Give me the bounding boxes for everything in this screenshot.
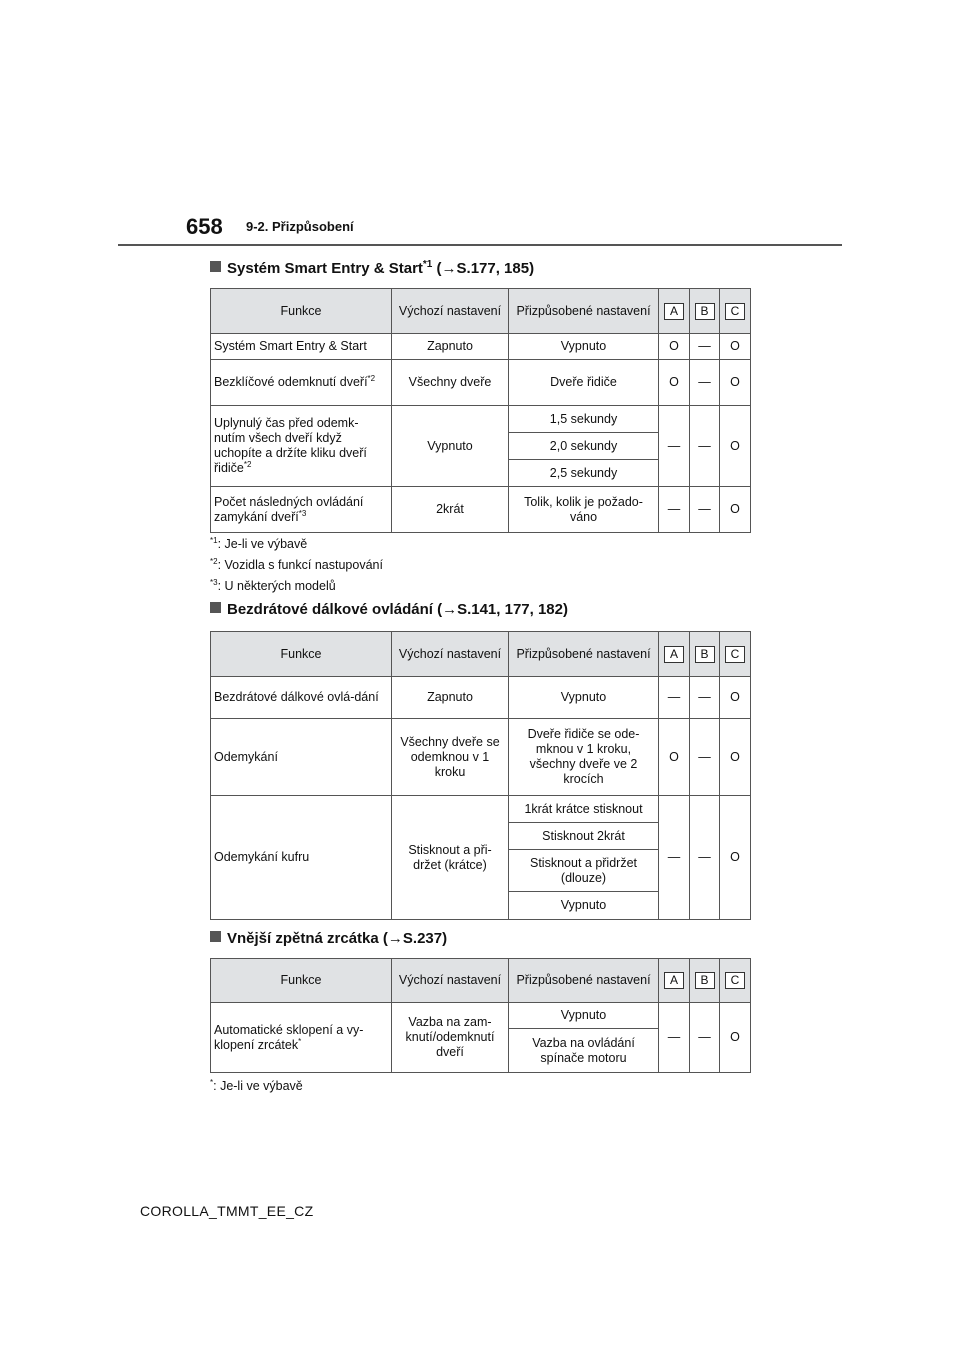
footer-model-code: COROLLA_TMMT_EE_CZ bbox=[140, 1203, 314, 1219]
col-header-b: B bbox=[690, 632, 720, 677]
footnote-1: $^{*1}$: Je-li ve výbavě bbox=[210, 536, 308, 552]
col-header-funkce: Funkce bbox=[211, 959, 392, 1003]
col-header-custom: Přizpůsobené nastavení bbox=[509, 959, 659, 1003]
table-row: Bezklíčové odemknutí dveří$^{*2}$ Všechny dveře Dveře řidiče O — O bbox=[211, 360, 751, 406]
col-header-c: C bbox=[720, 632, 751, 677]
col-header-custom: Přizpůsobené nastavení bbox=[509, 632, 659, 677]
col-header-b: B bbox=[690, 289, 720, 334]
col-header-custom: Přizpůsobené nastavení bbox=[509, 289, 659, 334]
section-title-remote: Bezdrátové dálkové ovládání (→S.141, 177, 182) bbox=[210, 601, 568, 618]
section-label: 9-2. Přizpůsobení bbox=[246, 219, 354, 234]
table-row: Systém Smart Entry & Start Zapnuto Vypnuto O — O bbox=[211, 334, 751, 360]
footnote-2: $^{*2}$: Vozidla s funkcí nastupování bbox=[210, 557, 383, 573]
col-header-b: B bbox=[690, 959, 720, 1003]
table-row: Uplynulý čas před odemk-nutím všech dveří když uchopíte a držíte kliku dveří řidiče$^{*2}$ Vypnuto 1,5 sekundy — — O bbox=[211, 406, 751, 433]
col-header-a: A bbox=[659, 632, 690, 677]
table-row: Odemykání kufru Stisknout a při-držet (krátce) 1krát krátce stisknout — — O bbox=[211, 796, 751, 823]
col-header-default: Výchozí nastavení bbox=[392, 632, 509, 677]
table-row: Stisknout a přidržet (dlouze) bbox=[211, 850, 751, 892]
col-header-c: C bbox=[720, 959, 751, 1003]
bullet-square-icon bbox=[210, 931, 221, 942]
bullet-square-icon bbox=[210, 602, 221, 613]
footnote-3: $^{*3}$: U některých modelů bbox=[210, 578, 336, 594]
bullet-square-icon bbox=[210, 261, 221, 272]
table-header-row bbox=[211, 289, 751, 334]
col-header-a: A bbox=[659, 289, 690, 334]
table-row: Automatické sklopení a vy-klopení zrcátek* Vazba na zam-knutí/odemknutí dveří Vypnuto — — O bbox=[211, 1003, 751, 1029]
section-title-mirrors: Vnější zpětná zrcátka (→S.237) bbox=[210, 930, 447, 947]
table-row: Bezdrátové dálkové ovlá-dání Zapnuto Vypnuto — — O bbox=[211, 677, 751, 719]
footnote-mirrors: *: Je-li ve výbavě bbox=[210, 1078, 303, 1094]
table-row: Odemykání Všechny dveře se odemknou v 1 kroku Dveře řidiče se ode-mknou v 1 kroku, všechny dveře ve 2 krocích O — O bbox=[211, 719, 751, 796]
table-row: 2,0 sekundy bbox=[211, 433, 751, 460]
table-row: Počet následných ovládání zamykání dveří$^{*3}$ 2krát Tolik, kolik je požado-váno — — O bbox=[211, 487, 751, 533]
header-rule bbox=[118, 244, 842, 246]
section-title-smart-entry: Systém Smart Entry & Start$^{*1}$ (→S.177, 185) bbox=[210, 259, 534, 277]
table-row: 2,5 sekundy bbox=[211, 460, 751, 487]
table-row: Vypnuto bbox=[211, 892, 751, 920]
col-header-c: C bbox=[720, 289, 751, 334]
table-header-row bbox=[211, 632, 751, 677]
remote-table bbox=[210, 631, 751, 920]
col-header-funkce: Funkce bbox=[211, 289, 392, 334]
mirrors-table bbox=[210, 958, 751, 1073]
col-header-default: Výchozí nastavení bbox=[392, 289, 509, 334]
col-header-default: Výchozí nastavení bbox=[392, 959, 509, 1003]
page-number: 658 bbox=[186, 214, 223, 239]
table-row: Stisknout 2krát bbox=[211, 823, 751, 850]
col-header-a: A bbox=[659, 959, 690, 1003]
table-header-row bbox=[211, 959, 751, 1003]
col-header-funkce: Funkce bbox=[211, 632, 392, 677]
table-row: Vazba na ovládání spínače motoru bbox=[211, 1029, 751, 1073]
smart-entry-table bbox=[210, 288, 751, 533]
